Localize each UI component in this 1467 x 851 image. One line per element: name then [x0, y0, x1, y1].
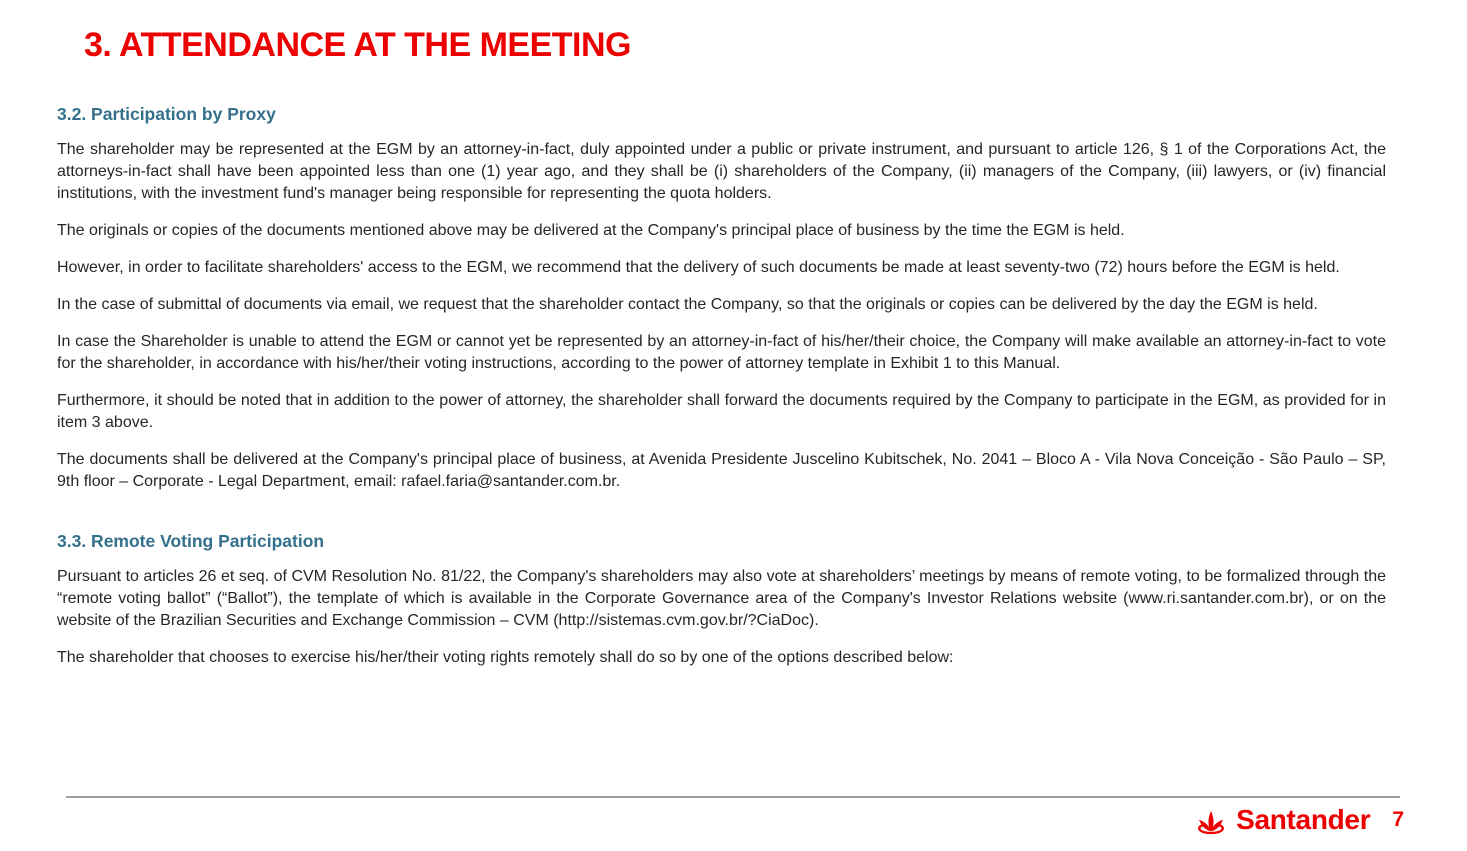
- document-content: [57, 104, 1386, 684]
- footer-divider: [66, 796, 1400, 798]
- paragraph-proxy-2: The originals or copies of the documents mentioned above may be delivered at the Company's principal place of business by the time the EGM is held.: [57, 222, 1125, 239]
- page-number: 7: [1392, 808, 1404, 831]
- paragraph-proxy-1: The shareholder may be represented at the EGM by an attorney-in-fact, duly appointed under a public or private instrument, and pursuant to article 126, § 1 of the Corporations Act, the attorneys-in-fact shall have been appointed less than one (1) year ago, and they shall be (i) shareholders of the Company, (ii) managers of the Company, (iii) lawyers, or (iv) financial institutions, with the investment fund's manager being responsible for representing the quota holders.: [57, 141, 1386, 202]
- paragraph-proxy-4: In the case of submittal of documents via email, we request that the shareholder contact the Company, so that the originals or copies can be delivered by the day the EGM is held.: [57, 296, 1318, 313]
- paragraph-proxy-5: In case the Shareholder is unable to attend the EGM or cannot yet be represented by an attorney-in-fact of his/her/their choice, the Company will make available an attorney-in-fact to vote for the shareholder, in accordance with his/her/their voting instructions, according to the power of attorney template in Exhibit 1 to this Manual.: [57, 333, 1386, 372]
- santander-flame-icon: [1193, 806, 1229, 835]
- paragraph-proxy-6: Furthermore, it should be noted that in addition to the power of attorney, the shareholder shall forward the documents required by the Company to participate in the EGM, as provided for in item 3 above.: [57, 392, 1386, 431]
- paragraph-remote-1: Pursuant to articles 26 et seq. of CVM Resolution No. 81/22, the Company's shareholders may also vote at shareholders’ meetings by means of remote voting, to be formalized through the “remote voting ballot” (“Ballot”), the template of which is available in the Corporate Governance area of the Company's Investor Relations website (www.ri.santander.com.br), or on the website of the Brazilian Securities and Exchange Commission – CVM (http://sistemas.cvm.gov.br/?CiaDoc).: [57, 568, 1386, 629]
- section-remote-voting: [57, 531, 1386, 669]
- section-3-3-heading: 3.3. Remote Voting Participation: [57, 531, 325, 551]
- paragraph-proxy-7: The documents shall be delivered at the Company's principal place of business, at Avenida Presidente Juscelino Kubitschek, No. 2041 – Bloco A - Vila Nova Conceição - São Paulo – SP, 9th floor – Corporate - Legal Department, email: rafael.faria@santander.com.br.: [57, 451, 1386, 490]
- footer-brand: [1193, 804, 1404, 836]
- page-title: 3. ATTENDANCE AT THE MEETING: [84, 26, 631, 64]
- paragraph-proxy-3: However, in order to facilitate shareholders' access to the EGM, we recommend that the delivery of such documents be made at least seventy-two (72) hours before the EGM is held.: [57, 259, 1340, 276]
- section-participation-by-proxy: [57, 104, 1386, 493]
- section-3-2-heading: 3.2. Participation by Proxy: [57, 104, 276, 124]
- brand-wordmark: Santander: [1236, 804, 1371, 835]
- paragraph-remote-2: The shareholder that chooses to exercise his/her/their voting rights remotely shall do so by one of the options described below:: [57, 649, 954, 666]
